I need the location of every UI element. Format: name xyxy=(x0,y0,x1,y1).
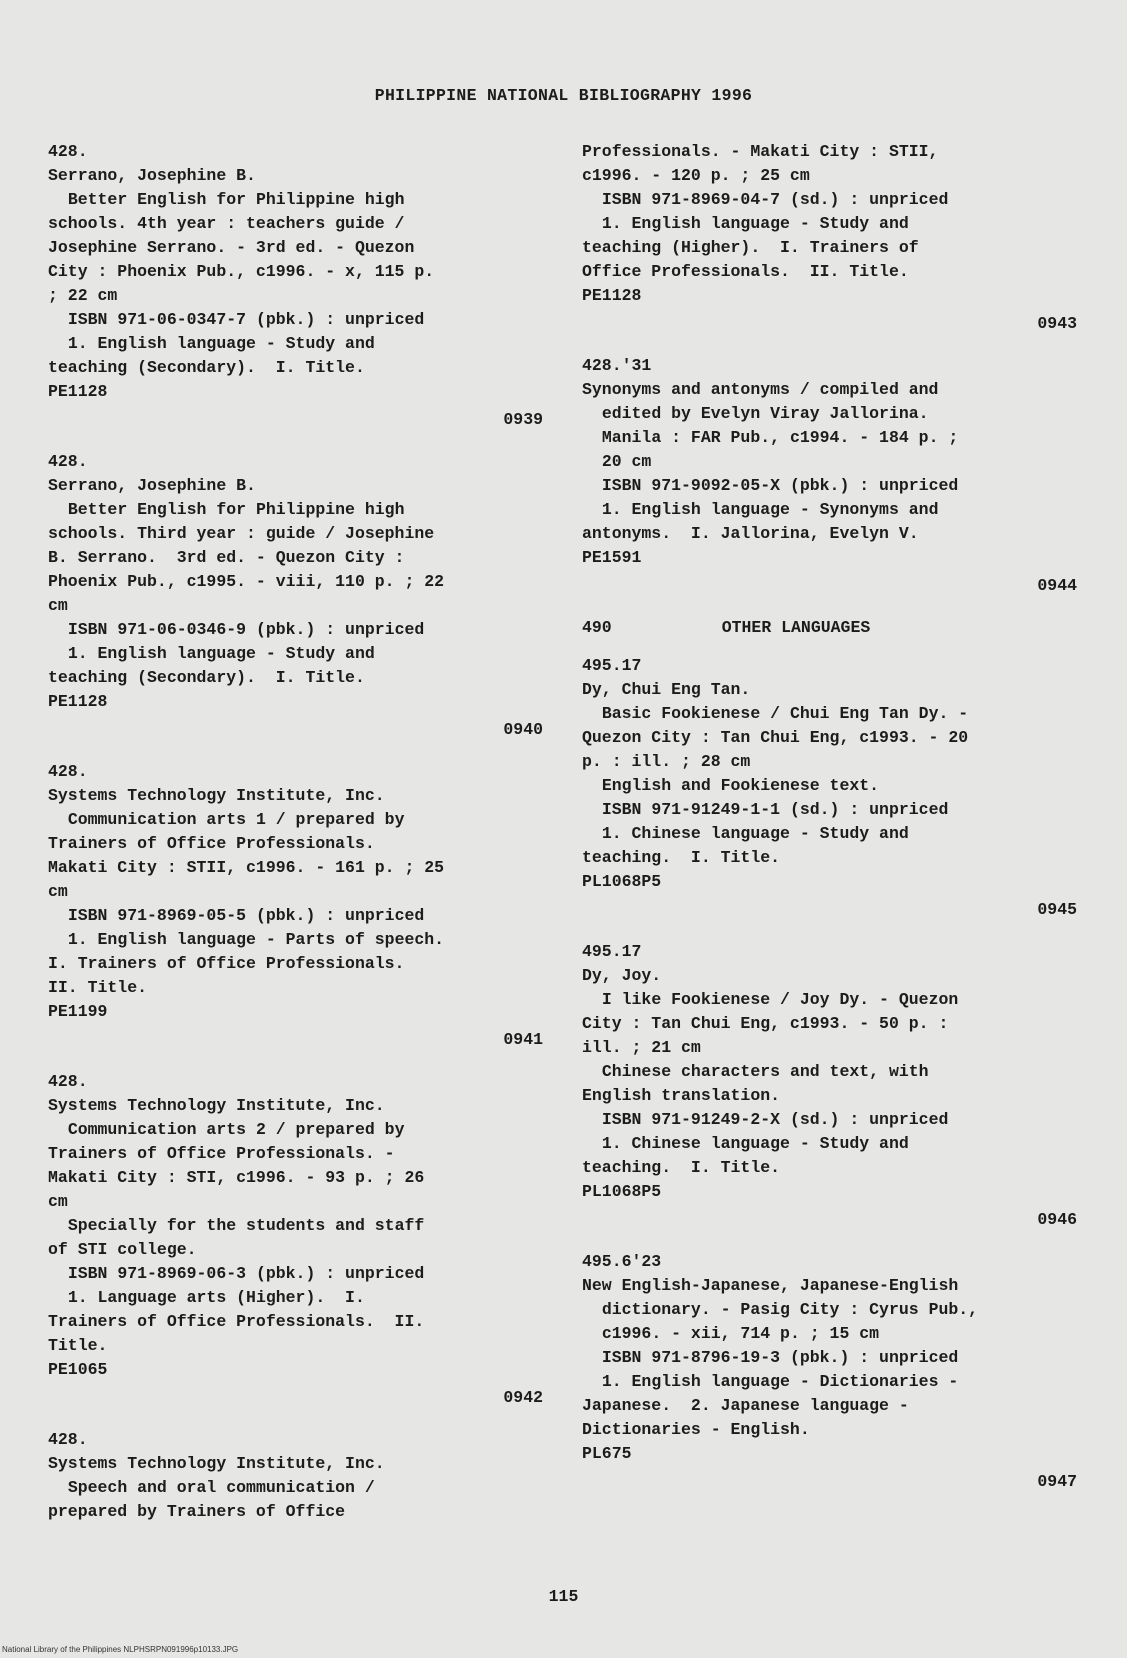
entry-line: Japanese. 2. Japanese language - xyxy=(582,1396,909,1415)
entry-line: Chinese characters and text, with xyxy=(582,1062,929,1081)
entry-number: 0940 xyxy=(503,720,543,739)
entry-line: I like Fookienese / Joy Dy. - Quezon xyxy=(582,990,959,1009)
entry-line: PE1128 xyxy=(48,382,108,401)
entry-line: II. Title. xyxy=(48,978,148,997)
entry-line: PE1128 xyxy=(48,692,108,711)
entry-line: of STI college. xyxy=(48,1240,197,1259)
entry-number: 0939 xyxy=(503,410,543,429)
left-column xyxy=(48,140,543,1524)
entry-line: Dictionaries - English. xyxy=(582,1420,810,1439)
entry-line: Dy, Chui Eng Tan. xyxy=(582,680,751,699)
entry-line: 428. xyxy=(48,1072,88,1091)
entry-line: schools. Third year : guide / Josephine xyxy=(48,524,435,543)
entry-line: PL1068P5 xyxy=(582,872,662,891)
entry-line: 495.6'23 xyxy=(582,1252,662,1271)
entry-line: Makati City : STI, c1996. - 93 p. ; 26 xyxy=(48,1168,425,1187)
page-title: PHILIPPINE NATIONAL BIBLIOGRAPHY 1996 xyxy=(374,86,753,105)
entry-line: 1. Chinese language - Study and xyxy=(582,824,909,843)
entry-line: City : Tan Chui Eng, c1993. - 50 p. : xyxy=(582,1014,949,1033)
entry-line: prepared by Trainers of Office xyxy=(48,1502,346,1521)
entry-line: Quezon City : Tan Chui Eng, c1993. - 20 xyxy=(582,728,969,747)
entry-line: PE1065 xyxy=(48,1360,108,1379)
entry-line: 428.'31 xyxy=(582,356,652,375)
entry-line: Systems Technology Institute, Inc. xyxy=(48,1096,385,1115)
entry-line: 1. English language - Parts of speech. xyxy=(48,930,445,949)
entry-line: c1996. - xii, 714 p. ; 15 cm xyxy=(582,1324,880,1343)
entry-line: 1. English language - Study and xyxy=(48,644,375,663)
entry-line: 495.17 xyxy=(582,942,642,961)
entry-line: ISBN 971-06-0346-9 (pbk.) : unpriced xyxy=(48,620,425,639)
entry-line: Synonyms and antonyms / compiled and xyxy=(582,380,939,399)
entry-number: 0944 xyxy=(1037,576,1077,595)
entry-line: edited by Evelyn Viray Jallorina. xyxy=(582,404,929,423)
entry-line: Serrano, Josephine B. xyxy=(48,166,256,185)
entry-line: City : Phoenix Pub., c1996. - x, 115 p. xyxy=(48,262,435,281)
entry-line: Manila : FAR Pub., c1994. - 184 p. ; xyxy=(582,428,959,447)
entry-line: Office Professionals. II. Title. xyxy=(582,262,909,281)
entry-line: 1. English language - Study and xyxy=(48,334,375,353)
entry-line: Systems Technology Institute, Inc. xyxy=(48,786,385,805)
section-code: 490 xyxy=(582,618,612,637)
entry-line: Dy, Joy. xyxy=(582,966,662,985)
entry-line: Professionals. - Makati City : STII, xyxy=(582,142,939,161)
entry-line: Trainers of Office Professionals. II. xyxy=(48,1312,425,1331)
entry-line: Makati City : STII, c1996. - 161 p. ; 25 xyxy=(48,858,445,877)
entry-line: Basic Fookienese / Chui Eng Tan Dy. - xyxy=(582,704,969,723)
entry-line: cm xyxy=(48,882,68,901)
entry-line: ISBN 971-8969-06-3 (pbk.) : unpriced xyxy=(48,1264,425,1283)
entry-line: ISBN 971-8969-05-5 (pbk.) : unpriced xyxy=(48,906,425,925)
entry-line: Communication arts 2 / prepared by xyxy=(48,1120,405,1139)
section-label: OTHER LANGUAGES xyxy=(721,618,871,637)
entry-line: teaching (Secondary). I. Title. xyxy=(48,668,365,687)
entry-line: cm xyxy=(48,596,68,615)
entry-line: dictionary. - Pasig City : Cyrus Pub., xyxy=(582,1300,979,1319)
entry-line: Josephine Serrano. - 3rd ed. - Quezon xyxy=(48,238,415,257)
entry-line: New English-Japanese, Japanese-English xyxy=(582,1276,959,1295)
entry-line: B. Serrano. 3rd ed. - Quezon City : xyxy=(48,548,405,567)
entry-line: p. : ill. ; 28 cm xyxy=(582,752,751,771)
entry-line: Trainers of Office Professionals. - xyxy=(48,1144,395,1163)
entry-line: teaching (Higher). I. Trainers of xyxy=(582,238,919,257)
bibliography-entry xyxy=(48,1070,543,1410)
entry-line: 428. xyxy=(48,762,88,781)
entry-number: 0941 xyxy=(503,1030,543,1049)
entry-line: cm xyxy=(48,1192,68,1211)
entry-number: 0945 xyxy=(1037,900,1077,919)
page-number: 115 xyxy=(548,1587,579,1606)
bibliography-entry xyxy=(48,1428,543,1524)
entry-line: 20 cm xyxy=(582,452,652,471)
entry-line: antonyms. I. Jallorina, Evelyn V. xyxy=(582,524,919,543)
entry-line: ISBN 971-8796-19-3 (pbk.) : unpriced xyxy=(582,1348,959,1367)
entry-line: ISBN 971-8969-04-7 (sd.) : unpriced xyxy=(582,190,949,209)
entry-line: ISBN 971-91249-1-1 (sd.) : unpriced xyxy=(582,800,949,819)
entry-line: 428. xyxy=(48,142,88,161)
entry-line: ISBN 971-06-0347-7 (pbk.) : unpriced xyxy=(48,310,425,329)
entry-line: PL1068P5 xyxy=(582,1182,662,1201)
entry-line: c1996. - 120 p. ; 25 cm xyxy=(582,166,810,185)
entry-line: Speech and oral communication / xyxy=(48,1478,375,1497)
bibliography-entry xyxy=(48,450,543,742)
entry-line: schools. 4th year : teachers guide / xyxy=(48,214,405,233)
entry-number: 0946 xyxy=(1037,1210,1077,1229)
bibliography-entry xyxy=(582,940,1077,1232)
entry-line: ill. ; 21 cm xyxy=(582,1038,701,1057)
entry-line: 1. English language - Dictionaries - xyxy=(582,1372,959,1391)
entry-line: PE1199 xyxy=(48,1002,108,1021)
entry-line: Title. xyxy=(48,1336,108,1355)
entry-line: Phoenix Pub., c1995. - viii, 110 p. ; 22 xyxy=(48,572,445,591)
entry-line: ; 22 cm xyxy=(48,286,118,305)
entry-line: English translation. xyxy=(582,1086,781,1105)
right-column xyxy=(582,140,1077,1494)
bibliography-entry xyxy=(48,140,543,432)
entry-line: Trainers of Office Professionals. xyxy=(48,834,375,853)
bibliography-entry xyxy=(582,1250,1077,1494)
entry-line: 428. xyxy=(48,452,88,471)
entry-line: Communication arts 1 / prepared by xyxy=(48,810,405,829)
entry-line: PE1128 xyxy=(582,286,642,305)
entry-line: 1. English language - Synonyms and xyxy=(582,500,939,519)
entry-line: 495.17 xyxy=(582,656,642,675)
entry-line: Specially for the students and staff xyxy=(48,1216,425,1235)
entry-line: teaching. I. Title. xyxy=(582,848,781,867)
entry-line: 1. English language - Study and xyxy=(582,214,909,233)
entry-line: teaching (Secondary). I. Title. xyxy=(48,358,365,377)
section-heading xyxy=(582,616,1077,640)
entry-line: 428. xyxy=(48,1430,88,1449)
entry-line: 1. Chinese language - Study and xyxy=(582,1134,909,1153)
bibliography-entry xyxy=(48,760,543,1052)
entry-line: PL675 xyxy=(582,1444,632,1463)
entry-line: Better English for Philippine high xyxy=(48,190,405,209)
entry-line: ISBN 971-9092-05-X (pbk.) : unpriced xyxy=(582,476,959,495)
entry-number: 0943 xyxy=(1037,314,1077,333)
entry-line: Systems Technology Institute, Inc. xyxy=(48,1454,385,1473)
bibliography-entry xyxy=(582,140,1077,336)
entry-line: Serrano, Josephine B. xyxy=(48,476,256,495)
entry-line: 1. Language arts (Higher). I. xyxy=(48,1288,365,1307)
entry-number: 0942 xyxy=(503,1388,543,1407)
image-credit: National Library of the Philippines NLPHSRPN091996p10133.JPG xyxy=(2,1645,239,1654)
bibliography-entry xyxy=(582,354,1077,598)
entry-line: teaching. I. Title. xyxy=(582,1158,781,1177)
entry-line: English and Fookienese text. xyxy=(582,776,880,795)
entry-line: I. Trainers of Office Professionals. xyxy=(48,954,405,973)
entry-line: Better English for Philippine high xyxy=(48,500,405,519)
entry-line: PE1591 xyxy=(582,548,642,567)
entry-number: 0947 xyxy=(1037,1472,1077,1491)
entry-line: ISBN 971-91249-2-X (sd.) : unpriced xyxy=(582,1110,949,1129)
bibliography-entry xyxy=(582,654,1077,922)
